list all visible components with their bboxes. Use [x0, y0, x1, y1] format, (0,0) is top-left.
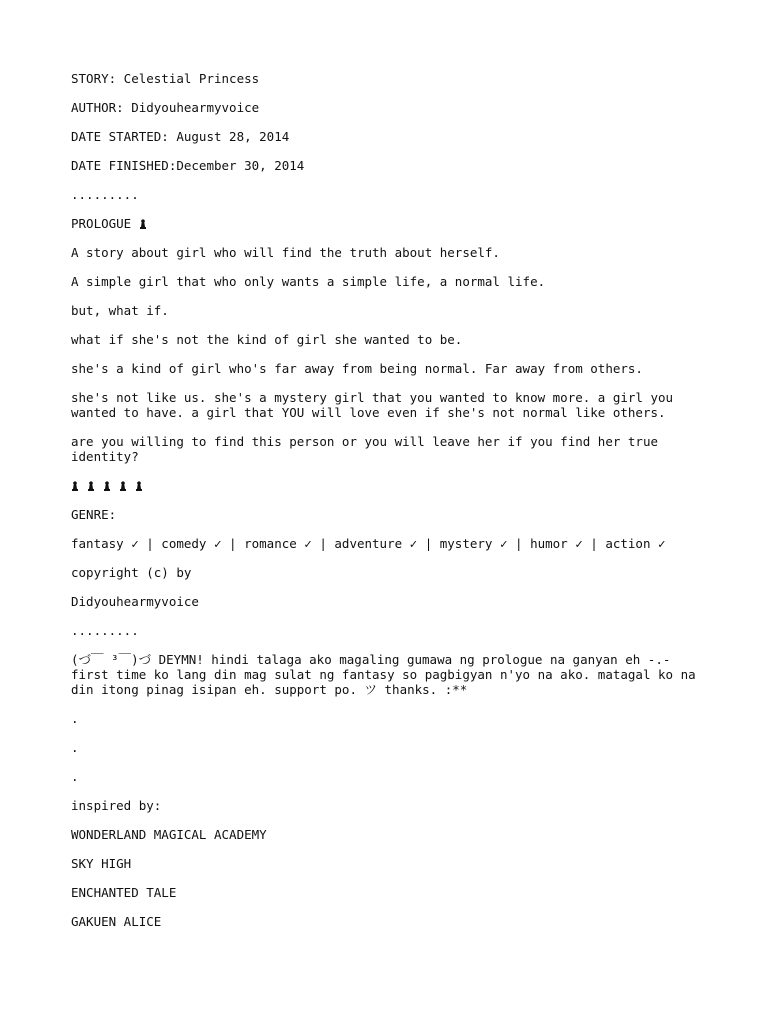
inspired-item: WONDERLAND MAGICAL ACADEMY	[71, 827, 267, 842]
prologue-heading-text: PROLOGUE	[71, 216, 132, 231]
inspired-heading: inspired by:	[71, 798, 162, 813]
decorative-icon-row	[71, 478, 711, 493]
dot-line: .	[71, 740, 79, 755]
document-page	[71, 71, 711, 943]
separator: .........	[71, 623, 139, 638]
chess-pawn-icon	[139, 219, 147, 229]
chess-pawn-icon	[87, 481, 95, 491]
date-started: DATE STARTED: August 28, 2014	[71, 129, 290, 144]
dot-line: .	[71, 769, 79, 784]
story-author: AUTHOR: Didyouhearmyvoice	[71, 100, 260, 115]
prologue-paragraph: A simple girl that who only wants a simple life, a normal life.	[71, 274, 546, 289]
inspired-item: SKY HIGH	[71, 856, 132, 871]
genre-list: fantasy ✓ | comedy ✓ | romance ✓ | adventure ✓ | mystery ✓ | humor ✓ | action ✓	[71, 536, 666, 551]
chess-pawn-icon	[119, 481, 127, 491]
copyright-line: copyright (c) by	[71, 565, 192, 580]
prologue-paragraph: are you willing to find this person or you will leave her if you find her true identity?	[71, 434, 666, 464]
prologue-paragraph: she's not like us. she's a mystery girl that you wanted to know more. a girl you wanted to have. a girl that YOU will love even if she's not normal like others.	[71, 390, 681, 420]
inspired-item: GAKUEN ALICE	[71, 914, 162, 929]
separator: .........	[71, 187, 139, 202]
chess-pawn-icon	[71, 481, 79, 491]
prologue-heading	[71, 216, 711, 231]
inspired-item: ENCHANTED TALE	[71, 885, 177, 900]
story-title: STORY: Celestial Princess	[71, 71, 260, 86]
prologue-paragraph: she's a kind of girl who's far away from being normal. Far away from others.	[71, 361, 643, 376]
chess-pawn-icon	[103, 481, 111, 491]
copyright-author: Didyouhearmyvoice	[71, 594, 199, 609]
dot-line: .	[71, 711, 79, 726]
chess-pawn-icon	[135, 481, 143, 491]
prologue-paragraph: but, what if.	[71, 303, 169, 318]
prologue-paragraph: what if she's not the kind of girl she wanted to be.	[71, 332, 463, 347]
prologue-paragraph: A story about girl who will find the truth about herself.	[71, 245, 500, 260]
author-note: (づ￣ ³￣)づ DEYMN! hindi talaga ako magaling gumawa ng prologue na ganyan eh -.- first time ko lang din mag sulat ng fantasy so pagbigyan n'yo na ako. matagal ko na din itong pinag isipan eh. support po. ツ thanks. :**	[71, 652, 704, 697]
date-finished: DATE FINISHED:December 30, 2014	[71, 158, 305, 173]
genre-heading: GENRE:	[71, 507, 117, 522]
